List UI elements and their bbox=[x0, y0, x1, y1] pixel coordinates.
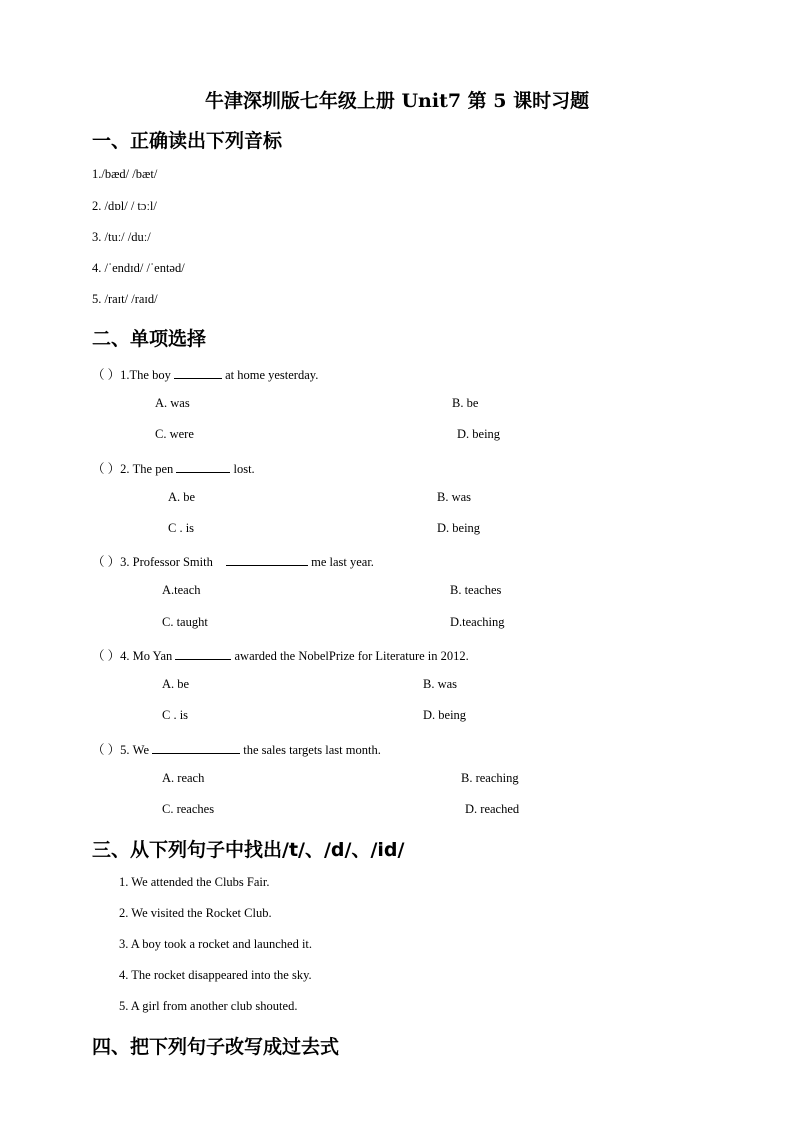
phonetic-item-1: 1./bæd/ /bæt/ bbox=[92, 167, 158, 181]
answer-bracket[interactable]: （ ） bbox=[92, 649, 121, 663]
sentence-item-1: 1. We attended the Clubs Fair. bbox=[119, 875, 270, 889]
answer-blank[interactable] bbox=[175, 648, 231, 660]
question-1 bbox=[92, 365, 318, 383]
page-title: 牛津深圳版七年级上册 Unit7 第 5 课时习题 bbox=[204, 90, 590, 112]
section-1-heading: 一、正确读出下列音标 bbox=[92, 130, 283, 152]
question-stem-end: lost. bbox=[233, 462, 255, 476]
option-a[interactable]: A. be bbox=[162, 677, 190, 691]
option-d[interactable]: D. reached bbox=[465, 802, 520, 816]
section-4-heading: 四、把下列句子改写成过去式 bbox=[92, 1036, 340, 1058]
answer-blank[interactable] bbox=[226, 554, 308, 566]
option-d[interactable]: D. being bbox=[457, 427, 501, 441]
option-b[interactable]: B. was bbox=[437, 490, 472, 504]
answer-bracket[interactable]: （ ） bbox=[92, 743, 121, 757]
answer-blank[interactable] bbox=[152, 742, 240, 754]
answer-blank[interactable] bbox=[176, 461, 230, 473]
question-4 bbox=[92, 646, 469, 664]
option-d[interactable]: D. being bbox=[437, 521, 481, 535]
answer-blank[interactable] bbox=[174, 367, 222, 379]
question-stem: 1.The boy bbox=[120, 368, 171, 382]
question-stem-end: me last year. bbox=[311, 555, 374, 569]
option-b[interactable]: B. be bbox=[452, 396, 479, 410]
answer-bracket[interactable]: （ ） bbox=[92, 368, 121, 382]
answer-bracket[interactable]: （ ） bbox=[92, 462, 121, 476]
option-c[interactable]: C. were bbox=[155, 427, 194, 441]
question-2 bbox=[92, 459, 255, 477]
sentence-item-5: 5. A girl from another club shouted. bbox=[119, 999, 298, 1013]
section-2-heading: 二、单项选择 bbox=[92, 328, 207, 350]
question-stem: 2. The pen bbox=[120, 462, 174, 476]
question-stem-end: awarded the NobelPrize for Literature in 2012. bbox=[234, 649, 469, 663]
phonetic-item-4: 4. /ˈendɪd/ /ˈentəd/ bbox=[92, 261, 185, 275]
phonetic-item-5: 5. /raɪt/ /raɪd/ bbox=[92, 292, 158, 306]
question-stem: 5. We bbox=[120, 743, 149, 757]
sentence-item-2: 2. We visited the Rocket Club. bbox=[119, 906, 272, 920]
question-stem: 3. Professor Smith bbox=[120, 555, 213, 569]
option-c[interactable]: C. reaches bbox=[162, 802, 215, 816]
question-stem-end: at home yesterday. bbox=[225, 368, 319, 382]
option-b[interactable]: B. was bbox=[423, 677, 458, 691]
question-3 bbox=[92, 552, 374, 570]
question-stem: 4. Mo Yan bbox=[120, 649, 173, 663]
option-c[interactable]: C . is bbox=[168, 521, 195, 535]
option-d[interactable]: D.teaching bbox=[450, 615, 505, 629]
option-a[interactable]: A. was bbox=[155, 396, 190, 410]
option-c[interactable]: C. taught bbox=[162, 615, 208, 629]
option-c[interactable]: C . is bbox=[162, 708, 189, 722]
answer-bracket[interactable]: （ ） bbox=[92, 555, 121, 569]
phonetic-item-2: 2. /dɒl/ / tɔːl/ bbox=[92, 199, 157, 213]
option-a[interactable]: A. be bbox=[168, 490, 196, 504]
option-b[interactable]: B. teaches bbox=[450, 583, 502, 597]
option-d[interactable]: D. being bbox=[423, 708, 467, 722]
question-5 bbox=[92, 740, 381, 758]
section-3-heading: 三、从下列句子中找出/t/、/d/、/id/ bbox=[92, 839, 405, 861]
phonetic-item-3: 3. /tuː/ /duː/ bbox=[92, 230, 151, 244]
option-a[interactable]: A. reach bbox=[162, 771, 205, 785]
option-a[interactable]: A.teach bbox=[162, 583, 201, 597]
sentence-item-4: 4. The rocket disappeared into the sky. bbox=[119, 968, 312, 982]
sentence-item-3: 3. A boy took a rocket and launched it. bbox=[119, 937, 313, 951]
question-stem-end: the sales targets last month. bbox=[243, 743, 381, 757]
option-b[interactable]: B. reaching bbox=[461, 771, 519, 785]
